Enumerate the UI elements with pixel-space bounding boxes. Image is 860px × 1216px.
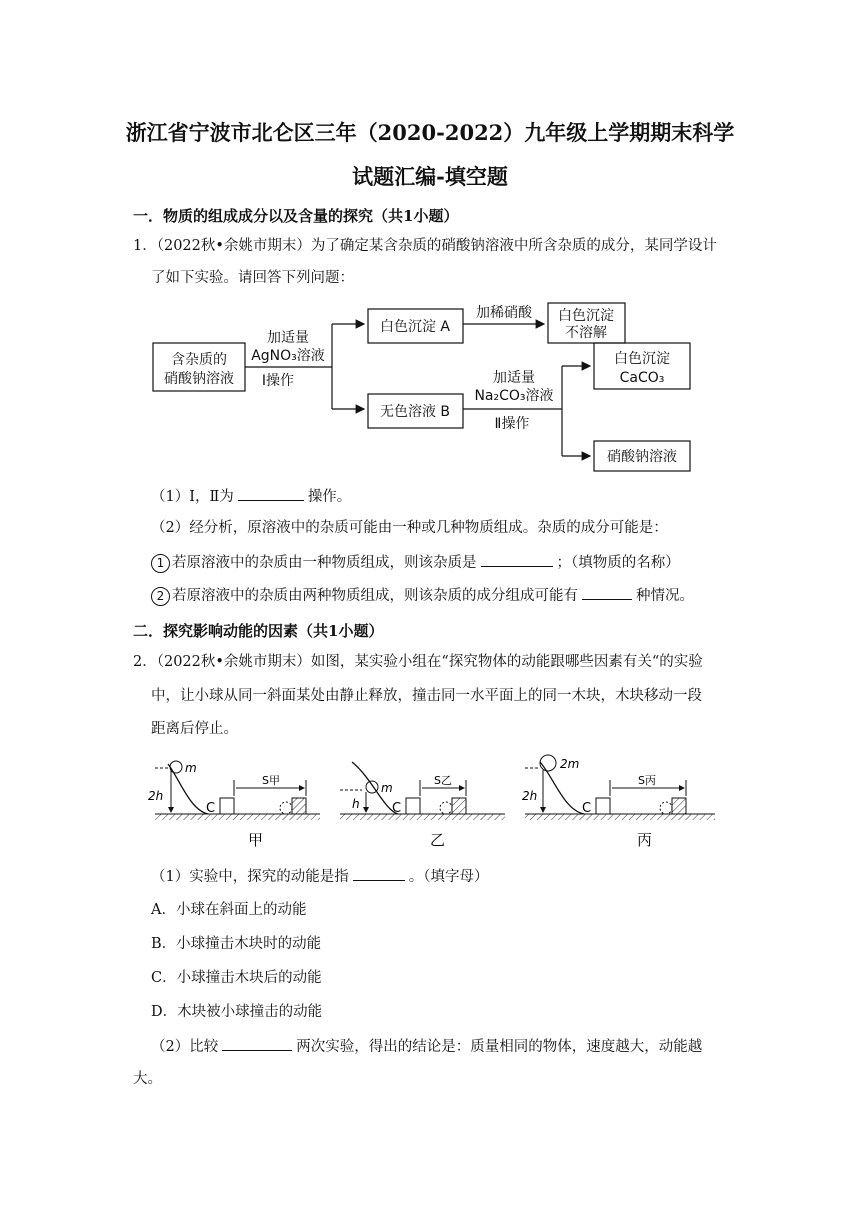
q1-stem-line2: 了如下实验。请回答下列问题： xyxy=(151,270,354,286)
svg-text:2h: 2h xyxy=(522,789,538,803)
q2-part2: （2）比较 两次实验，得出的结论是：质量相同的物体，速度越大，动能越 xyxy=(151,1036,702,1057)
start-label2: 硝酸钠溶液 xyxy=(164,371,234,387)
svg-text:C: C xyxy=(582,801,592,816)
q2-stem-line2: 中，让小球从同一斜面某处由静止释放，撞击同一水平面上的同一木块，木块移动一段 xyxy=(151,688,702,704)
q2-part1: （1）实验中，探究的动能是指 。（填字母） xyxy=(151,866,488,887)
insoluble2: 不溶解 xyxy=(565,325,607,341)
svg-text:m: m xyxy=(185,761,197,775)
setup-jia xyxy=(148,761,320,849)
q2-figure xyxy=(140,750,720,854)
doc-title-line2: 试题汇编-填空题 xyxy=(352,164,508,189)
q2-answer-blank2[interactable] xyxy=(222,1036,292,1051)
svg-text:S甲: S甲 xyxy=(262,774,280,787)
setup-bing xyxy=(522,755,715,849)
q1-part2a: 1 若原溶液中的杂质由一种物质组成，则该杂质是 ；（填物质的名称） xyxy=(151,552,680,573)
section2-heading: 二．探究影响动能的因素（共1小题） xyxy=(133,622,384,640)
q1-answer-blank2[interactable] xyxy=(481,552,553,567)
svg-text:甲: 甲 xyxy=(248,831,264,849)
svg-text:C: C xyxy=(392,801,402,816)
q1-answer-blank1[interactable] xyxy=(238,486,304,501)
q1-stem-line1: 1．（2022秋•余姚市期末）为了确定某含杂质的硝酸钠溶液中所含杂质的成分，某同学设计 xyxy=(133,238,717,254)
op1-label: Ⅰ操作 xyxy=(261,373,295,389)
insoluble1: 白色沉淀 xyxy=(558,308,614,324)
start-label1: 含杂质的 xyxy=(171,352,227,368)
q2-answer-blank1[interactable] xyxy=(353,866,405,881)
lower-reagent1: 加适量 xyxy=(493,370,535,386)
q1-part1: （1）Ⅰ，Ⅱ为 操作。 xyxy=(151,486,351,507)
svg-text:2h: 2h xyxy=(148,789,164,803)
svg-text:h: h xyxy=(352,797,360,811)
q1-part2: （2）经分析，原溶液中的杂质可能由一种或几种物质组成。杂质的成分可能是： xyxy=(151,520,668,536)
q2-option-a: A．小球在斜面上的动能 xyxy=(151,902,307,918)
circled-number-2: 2 xyxy=(151,587,170,606)
q1-part2b: 2 若原溶液中的杂质由两种物质组成，则该杂质的成分组成可能有 种情况。 xyxy=(151,585,694,606)
q1-flowchart xyxy=(150,298,695,474)
svg-text:m: m xyxy=(381,781,393,795)
white-ppt-a: 白色沉淀 A xyxy=(379,319,451,335)
svg-text:S丙: S丙 xyxy=(638,774,656,787)
svg-text:丙: 丙 xyxy=(637,831,653,849)
nano3: 硝酸钠溶液 xyxy=(607,449,677,465)
dilute-acid: 加稀硝酸 xyxy=(476,305,532,321)
lower-reagent2: Na₂CO₃溶液 xyxy=(474,388,554,404)
upper-reagent2: AgNO₃溶液 xyxy=(251,348,325,364)
section1-heading: 一．物质的组成成分以及含量的探究（共1小题） xyxy=(133,207,459,225)
caco3-1: 白色沉淀 xyxy=(614,351,670,367)
q2-option-b: B．小球撞击木块时的动能 xyxy=(151,936,322,952)
q2-stem-line3: 距离后停止。 xyxy=(151,721,238,737)
q2-part2-line2: 大。 xyxy=(133,1071,162,1087)
svg-text:2m: 2m xyxy=(560,757,580,771)
q1-answer-blank3[interactable] xyxy=(582,585,632,600)
upper-reagent1: 加适量 xyxy=(267,330,309,346)
op2-label: Ⅱ操作 xyxy=(494,416,530,432)
doc-title-line1: 浙江省宁波市北仑区三年（2020-2022）九年级上学期期末科学 xyxy=(125,120,735,145)
setup-yi xyxy=(340,762,505,849)
caco3-2: CaCO₃ xyxy=(619,370,665,386)
svg-text:乙: 乙 xyxy=(430,831,446,849)
q2-option-d: D．木块被小球撞击的动能 xyxy=(151,1004,323,1020)
colorless-b: 无色溶液 B xyxy=(379,404,451,420)
svg-text:C: C xyxy=(206,801,216,816)
svg-text:S乙: S乙 xyxy=(434,774,452,787)
q2-option-c: C．小球撞击木块后的动能 xyxy=(151,970,322,986)
circled-number-1: 1 xyxy=(151,554,170,573)
q2-stem-line1: 2．（2022秋•余姚市期末）如图，某实验小组在“探究物体的动能跟哪些因素有关“的实验 xyxy=(133,654,703,670)
